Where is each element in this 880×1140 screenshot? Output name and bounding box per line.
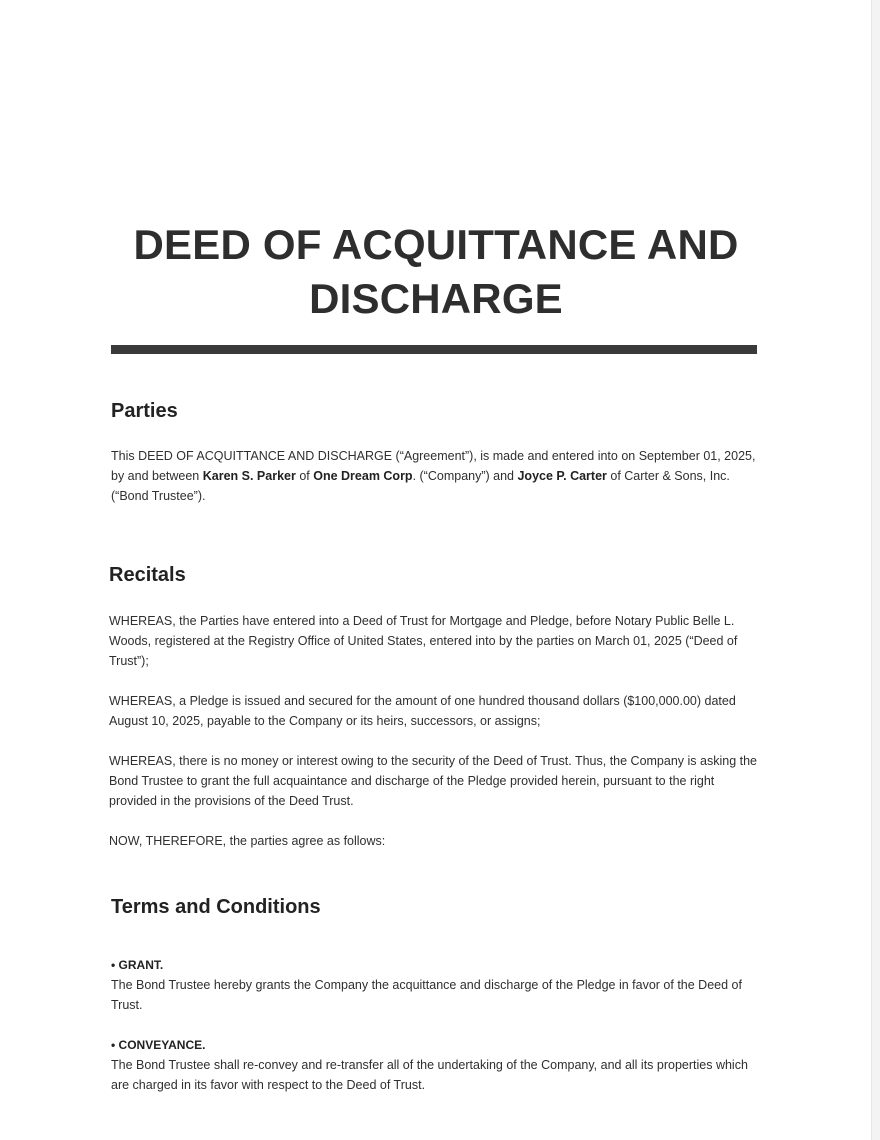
- title-divider: [111, 345, 757, 354]
- term-conveyance-title: • CONVEYANCE.: [111, 1038, 206, 1052]
- recitals-heading: Recitals: [109, 564, 186, 586]
- title-line-1: DEED OF ACQUITTANCE AND: [133, 221, 739, 268]
- page-edge: [871, 0, 880, 1140]
- recital-paragraph-2: WHEREAS, a Pledge is issued and secured for the amount of one hundred thousand dollars ($100,000.00) dated August 10, 2025, payable to the Company or its heirs, successors, or assigns;: [109, 694, 736, 728]
- term-grant-body: The Bond Trustee hereby grants the Company the acquittance and discharge of the Pledge in favor of the Deed of Trust.: [111, 978, 742, 1012]
- document-title: [96, 218, 776, 326]
- parties-paragraph: [111, 446, 761, 506]
- recital-paragraph-1: WHEREAS, the Parties have entered into a Deed of Trust for Mortgage and Pledge, before Notary Public Belle L. Woods, registered at the Registry Office of United States, entered into by the parties on March 01, 2025 (“Deed of Trust”);: [109, 614, 738, 668]
- terms-heading: Terms and Conditions: [111, 896, 321, 918]
- term-conveyance-body: The Bond Trustee shall re-convey and re-transfer all of the undertaking of the Company, and all its properties which are charged in its favor with respect to the Deed of Trust.: [111, 1058, 748, 1092]
- parties-text-3: . (“Company”) and: [412, 469, 518, 483]
- party1-name: Karen S. Parker: [202, 469, 296, 483]
- recital-paragraph-3: WHEREAS, there is no money or interest owing to the security of the Deed of Trust. Thus, the Company is asking the Bond Trustee to grant the full acquaintance and discharge of the Pledge provided herein, pursuant to the right provided in the provisions of the Deed Trust.: [109, 754, 757, 808]
- parties-text-4: of Carter & Sons, Inc. (“Bond Trustee”).: [111, 469, 730, 503]
- party2-name: Joyce P. Carter: [517, 469, 607, 483]
- recital-paragraph-4: NOW, THEREFORE, the parties agree as follows:: [109, 834, 386, 848]
- parties-text-1: This DEED OF ACQUITTANCE AND DISCHARGE (“Agreement”), is made and entered into on September 01, 2025, by and between: [111, 449, 756, 483]
- parties-text-2: of: [295, 469, 314, 483]
- parties-heading: Parties: [111, 400, 178, 422]
- party1-company: One Dream Corp: [313, 469, 413, 483]
- term-grant-title: • GRANT.: [111, 958, 164, 972]
- title-line-2: DISCHARGE: [309, 275, 563, 322]
